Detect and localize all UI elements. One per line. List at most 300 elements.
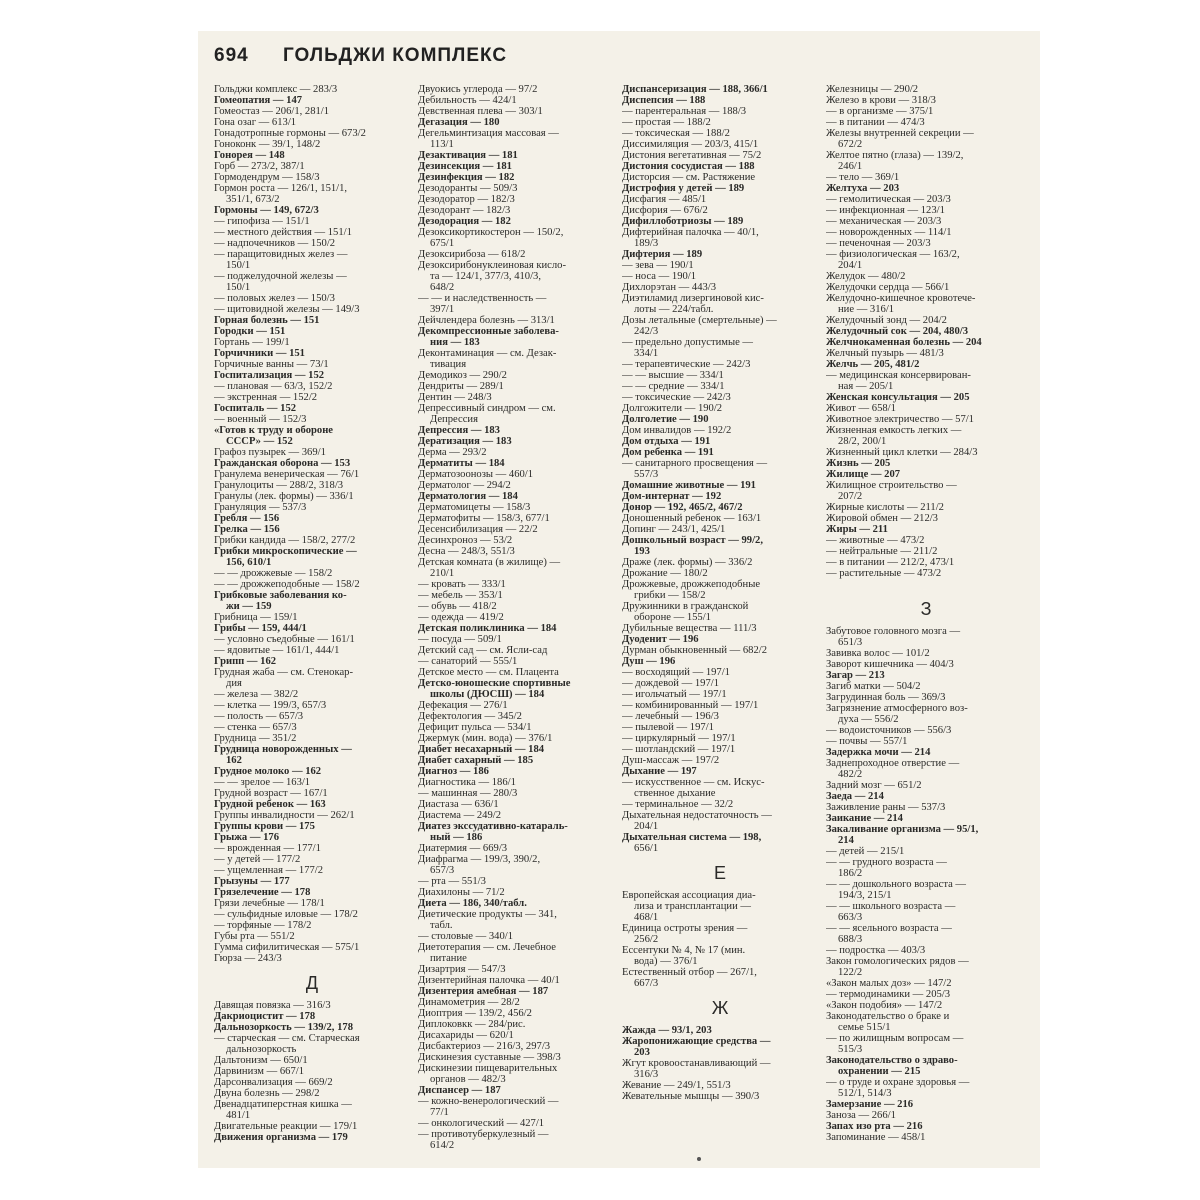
index-entry: Дезинфекция — 182 [418, 172, 515, 183]
index-entry: СССР» — 152 [226, 436, 293, 447]
index-entry: Забутовое головного мозга — [826, 626, 961, 637]
index-entry: Десенсибилизация — 22/2 [418, 524, 538, 535]
index-entry: Дурман обыкновенный — 682/2 [622, 645, 768, 656]
index-entry: Закон гомологических рядов — [826, 956, 969, 967]
index-entry: Девственная плева — 303/1 [418, 106, 543, 117]
index-entry: Диспепсия — 188 [622, 95, 706, 106]
index-entry: — зева — 190/1 [622, 260, 694, 271]
index-entry: 672/2 [838, 139, 863, 150]
page-title: ГОЛЬДЖИ КОМПЛЕКС [282, 45, 508, 66]
index-entry: Дом-интернат — 192 [622, 491, 722, 502]
index-entry: Желудочный сок — 204, 480/3 [826, 326, 969, 337]
index-entry: Дыхательная недостаточность — [622, 810, 772, 821]
index-entry: Драже (лек. формы) — 336/2 [622, 557, 753, 568]
index-entry: Жизненная емкость легких — [826, 425, 962, 436]
index-entry: 656/1 [634, 843, 659, 854]
index-entry: — тело — 369/1 [826, 172, 900, 183]
index-entry: Грибница — 159/1 [214, 612, 298, 623]
index-entry: Запоминание — 458/1 [826, 1132, 926, 1143]
index-entry: — детей — 215/1 [826, 846, 905, 857]
index-entry: Диахилоны — 71/2 [418, 887, 505, 898]
index-entry: Грудная жаба — см. Стенокар- [214, 667, 353, 678]
index-entry: 316/3 [634, 1069, 659, 1080]
index-entry: — циркулярный — 197/1 [622, 733, 736, 744]
index-entry: Дрожание — 180/2 [622, 568, 708, 579]
index-entry: 150/1 [226, 260, 251, 271]
index-entry: та — 124/1, 377/3, 410/3, [430, 271, 541, 282]
index-entry: Дерматофиты — 158/3, 677/1 [418, 513, 550, 524]
index-entry: — столовые — 340/1 [418, 931, 514, 942]
index-entry: Желтое пятно (глаза) — 139/2, [826, 150, 964, 161]
index-entry: Дисахариды — 620/1 [418, 1030, 514, 1041]
page-header [214, 45, 507, 67]
index-entry: — — и наследственность — [418, 293, 547, 304]
index-entry: Душ-массаж — 197/2 [622, 755, 720, 766]
index-entry: — гипофиза — 151/1 [214, 216, 310, 227]
index-entry: — нейтральные — 211/2 [826, 546, 938, 557]
index-entry: — щитовидной железы — 149/3 [214, 304, 360, 315]
index-entry: Гормоны — 149, 672/3 [214, 205, 319, 216]
index-entry: 482/2 [838, 769, 863, 780]
index-entry: Дыхание — 197 [622, 766, 697, 777]
index-entry: — механическая — 203/3 [826, 216, 942, 227]
index-entry: Грелка — 156 [214, 524, 280, 535]
index-entry: Дискинезия суставные — 398/3 [418, 1052, 561, 1063]
index-entry: Диета — 186, 340/табл. [418, 898, 527, 909]
index-entry: Грибки кандида — 158/2, 277/2 [214, 535, 356, 546]
index-entry: Дуоденит — 196 [622, 634, 699, 645]
index-entry: Дифтерийная палочка — 40/1, [622, 227, 759, 238]
index-entry: Заворот кишечника — 404/3 [826, 659, 954, 670]
index-entry: Гольджи комплекс — 283/3 [214, 84, 338, 95]
index-entry: 651/3 [838, 637, 863, 648]
index-entry: Дегельминтизация массовая — [418, 128, 559, 139]
index-entry: — гемолитическая — 203/3 [826, 194, 951, 205]
index-entry: Детский сад — см. Ясли-сад [418, 645, 548, 656]
index-entry: Дозы летальные (смертельные) — [622, 315, 777, 326]
index-entry: Дезактивация — 181 [418, 150, 518, 161]
index-entry: 162 [226, 755, 242, 766]
index-entry: — санаторий — 555/1 [418, 656, 518, 667]
index-entry: Желудочно-кишечное кровотече- [826, 293, 976, 304]
index-entry: — надпочечников — 150/2 [214, 238, 336, 249]
index-entry: — одежда — 419/2 [418, 612, 504, 623]
index-entry: 210/1 [430, 568, 455, 579]
index-entry: Дистрофия у детей — 189 [622, 183, 745, 194]
index-entry: Домашние животные — 191 [622, 480, 756, 491]
index-entry: Диссимиляция — 203/3, 415/1 [622, 139, 759, 150]
index-entry: Гонорея — 148 [214, 150, 285, 161]
index-entry: Жилище — 207 [826, 469, 901, 480]
index-entry: 193 [634, 546, 650, 557]
index-entry: Дезоксирибоза — 618/2 [418, 249, 526, 260]
index-entry: — инфекционная — 123/1 [826, 205, 945, 216]
index-entry: Давящая повязка — 316/3 [214, 1000, 331, 1011]
index-entry: Дезодорант — 182/3 [418, 205, 511, 216]
index-entry: — ущемленная — 177/2 [214, 865, 324, 876]
index-entry: — лечебный — 196/3 [622, 711, 719, 722]
index-entry: Дакриоцистит — 178 [214, 1011, 316, 1022]
index-entry: — — высшие — 334/1 [622, 370, 724, 381]
index-entry: Жгут кровоостанавливающий — [622, 1058, 771, 1069]
index-entry: — — дрожжеподобные — 158/2 [214, 579, 360, 590]
index-entry: Десна — 248/3, 551/3 [418, 546, 515, 557]
index-entry: 246/1 [838, 161, 863, 172]
section-letter: З [920, 599, 932, 619]
index-entry: Демодикоз — 290/2 [418, 370, 507, 381]
index-entry: — торфяные — 178/2 [214, 920, 312, 931]
index-entry: ный — 186 [430, 832, 483, 843]
index-entry: Дерматолог — 294/2 [418, 480, 511, 491]
index-entry: — комбинированный — 197/1 [622, 700, 759, 711]
index-entry: Естественный отбор — 267/1, [622, 967, 757, 978]
index-entry: Загиб матки — 504/2 [826, 681, 921, 692]
index-entry: 214 [838, 835, 854, 846]
index-entry: — о труде и охране здоровья — [826, 1077, 970, 1088]
index-entry: — водоисточников — 556/3 [826, 725, 952, 736]
index-entry: грибки — 158/2 [634, 590, 706, 601]
index-entry: Гребля — 156 [214, 513, 280, 524]
index-entry: Задний мозг — 651/2 [826, 780, 922, 791]
index-entry: Горчичные ванны — 73/1 [214, 359, 329, 370]
index-entry: 113/1 [430, 139, 454, 150]
index-entry: 515/3 [838, 1044, 863, 1055]
index-entry: Грудной возраст — 167/1 [214, 788, 328, 799]
index-entry: Грудной ребенок — 163 [214, 799, 326, 810]
index-entry: Диспансеризация — 188, 366/1 [622, 84, 768, 95]
index-entry: Жевательные мышцы — 390/3 [622, 1091, 760, 1102]
index-entry: Железы внутренней секреции — [826, 128, 974, 139]
index-entry: Жизнь — 205 [826, 458, 891, 469]
index-entry: Дифтерия — 189 [622, 249, 703, 260]
index-entry: — в питании — 474/3 [826, 117, 925, 128]
index-entry: Доношенный ребенок — 163/1 [622, 513, 762, 524]
index-entry: — почвы — 557/1 [826, 736, 908, 747]
index-entry: Жажда — 93/1, 203 [622, 1025, 712, 1036]
index-entry: Желудок — 480/2 [826, 271, 906, 282]
index-entry: Диабет сахарный — 185 [418, 755, 534, 766]
index-entry: — плановая — 63/3, 152/2 [214, 381, 333, 392]
index-entry: Железницы — 290/2 [826, 84, 919, 95]
index-entry: Госпиталь — 152 [214, 403, 297, 414]
index-entry: 648/2 [430, 282, 455, 293]
index-entry: Детско-юношеские спортивные [418, 678, 571, 689]
index-entry: Гражданская оборона — 153 [214, 458, 351, 469]
index-entry: — машинная — 280/3 [418, 788, 518, 799]
index-entry: духа — 556/2 [838, 714, 899, 725]
page-footer-dot [697, 1157, 701, 1161]
index-entry: Дружинники в гражданской [622, 601, 749, 612]
index-entry: 28/2, 200/1 [838, 436, 887, 447]
index-entry: 204/1 [634, 821, 659, 832]
index-entry: Законодательство о здраво- [826, 1055, 958, 1066]
index-entry: 186/2 [838, 868, 863, 879]
index-entry: Дистония вегетативная — 75/2 [622, 150, 762, 161]
index-entry: школы (ДЮСШ) — 184 [430, 689, 545, 700]
index-entry: — — дрожжевые — 158/2 [214, 568, 333, 579]
index-entry: 194/3, 215/1 [838, 890, 892, 901]
index-entry: — по жилищным вопросам — [826, 1033, 964, 1044]
index-entry: Движения организма — 179 [214, 1132, 348, 1143]
index-entry: вода) — 376/1 [634, 956, 698, 967]
index-entry: Желчный пузырь — 481/3 [826, 348, 944, 359]
index-entry: — простая — 188/2 [622, 117, 711, 128]
index-entry: 334/1 [634, 348, 659, 359]
index-entry: дия [226, 678, 242, 689]
index-entry: Джермук (мин. вода) — 376/1 [418, 733, 553, 744]
index-entry: Двигательные реакции — 179/1 [214, 1121, 358, 1132]
index-entry: — паращитовидных желез — [214, 249, 348, 260]
index-entry: Дисбактериоз — 216/3, 297/3 [418, 1041, 551, 1052]
index-entry: Дезодоранты — 509/3 [418, 183, 518, 194]
index-entry: Дерматомицеты — 158/3 [418, 502, 531, 513]
index-entry: — железа — 382/2 [214, 689, 299, 700]
index-entry: — военный — 152/3 [214, 414, 307, 425]
index-entry: 481/1 [226, 1110, 251, 1121]
index-entry: жи — 159 [226, 601, 272, 612]
index-entry: Диетические продукты — 341, [418, 909, 557, 920]
index-entry: Двенадцатиперстная кишка — [214, 1099, 352, 1110]
index-entry: Деконтаминация — см. Дезак- [418, 348, 557, 359]
index-entry: Депрессия [430, 414, 478, 425]
index-entry: Дерма — 293/2 [418, 447, 487, 458]
index-entry: Детская комната (в жилище) — [418, 557, 561, 568]
index-entry: 203 [634, 1047, 650, 1058]
index-entry: Гомеостаз — 206/1, 281/1 [214, 106, 330, 117]
index-entry: Дерматология — 184 [418, 491, 518, 502]
index-entry: Желчнокаменная болезнь — 204 [826, 337, 982, 348]
index-entry: Грибки микроскопические — [214, 546, 357, 557]
index-entry: Гюрза — 243/3 [214, 953, 282, 964]
index-column-3 [622, 84, 818, 1102]
dictionary-page [198, 31, 1040, 1168]
index-entry: — печеночная — 203/3 [826, 238, 931, 249]
index-entry: Дентин — 248/3 [418, 392, 492, 403]
index-entry: ственное дыхание [634, 788, 716, 799]
index-entry: «Закон малых доз» — 147/2 [826, 978, 952, 989]
index-entry: Дисторсия — см. Растяжение [622, 172, 756, 183]
index-entry: Двуна болезнь — 298/2 [214, 1088, 320, 1099]
index-entry: Загар — 213 [826, 670, 885, 681]
index-entry: Дезодорация — 182 [418, 216, 511, 227]
index-entry: 397/1 [430, 304, 455, 315]
index-entry: Желтуха — 203 [826, 183, 900, 194]
index-entry: Желудочки сердца — 566/1 [826, 282, 950, 293]
index-entry: Диетотерапия — см. Лечебное [418, 942, 557, 953]
index-entry: Жировой обмен — 212/3 [826, 513, 938, 524]
index-entry: Единица остроты зрения — [622, 923, 748, 934]
index-entry: — санитарного просвещения — [622, 458, 768, 469]
index-entry: Дератизация — 183 [418, 436, 512, 447]
index-entry: Графоз пузырек — 369/1 [214, 447, 326, 458]
index-entry: Динамометрия — 28/2 [418, 997, 520, 1008]
index-entry: Гонадотропные гормоны — 673/2 [214, 128, 366, 139]
index-entry: — дождевой — 197/1 [622, 678, 719, 689]
index-entry: Дошкольный возраст — 99/2, [622, 535, 763, 546]
index-entry: Жилищное строительство — [826, 480, 957, 491]
index-entry: Гумма сифилитическая — 575/1 [214, 942, 360, 953]
index-entry: Живот — 658/1 [826, 403, 896, 414]
index-entry: — восходящий — 197/1 [622, 667, 730, 678]
index-entry: Дарсонвализация — 669/2 [214, 1077, 333, 1088]
index-entry: — парентеральная — 188/3 [622, 106, 747, 117]
index-entry: Горб — 273/2, 387/1 [214, 161, 305, 172]
index-entry: Дезоксикортикостерон — 150/2, [418, 227, 564, 238]
index-entry: Дальнозоркость — 139/2, 178 [214, 1022, 353, 1033]
index-entry: — обувь — 418/2 [418, 601, 497, 612]
index-entry: Гортань — 199/1 [214, 337, 290, 348]
index-entry: Заднепроходное отверстие — [826, 758, 960, 769]
index-entry: — кровать — 333/1 [418, 579, 506, 590]
index-entry: Дефекация — 276/1 [418, 700, 508, 711]
index-entry: Дезодоратор — 182/3 [418, 194, 515, 205]
index-entry: Декомпрессионные заболева- [418, 326, 559, 337]
index-entry: — экстренная — 152/2 [214, 392, 318, 403]
index-entry: 204/1 [838, 260, 863, 271]
index-entry: Жизненный цикл клетки — 284/3 [826, 447, 978, 458]
index-entry: — пылевой — 197/1 [622, 722, 714, 733]
index-entry: Грязелечение — 178 [214, 887, 311, 898]
index-entry: Диабет несахарный — 184 [418, 744, 545, 755]
index-entry: — сульфидные иловые — 178/2 [214, 909, 358, 920]
index-entry: Городки — 151 [214, 326, 286, 337]
index-entry: — местного действия — 151/1 [214, 227, 352, 238]
index-entry: Гранулема венерическая — 76/1 [214, 469, 360, 480]
index-entry: — полость — 657/3 [214, 711, 304, 722]
index-entry: Горная болезнь — 151 [214, 315, 320, 326]
index-entry: 242/3 [634, 326, 659, 337]
index-entry: Грибковые заболевания ко- [214, 590, 347, 601]
index-entry: — новорожденных — 114/1 [826, 227, 952, 238]
index-entry: — клетка — 199/3, 657/3 [214, 700, 327, 711]
index-entry: Гранулы (лек. формы) — 336/1 [214, 491, 354, 502]
index-entry: 150/1 [226, 282, 251, 293]
index-entry: — предельно допустимые — [622, 337, 754, 348]
index-entry: Душ — 196 [622, 656, 676, 667]
index-entry: Дейчлендера болезнь — 313/1 [418, 315, 555, 326]
index-entry: Дом отдыха — 191 [622, 436, 711, 447]
index-entry: — ядовитые — 161/1, 444/1 [214, 645, 340, 656]
index-entry: — игольчатый — 197/1 [622, 689, 727, 700]
index-entry: Дизартрия — 547/3 [418, 964, 506, 975]
index-entry: Дезоксирибонуклеиновая кисло- [418, 260, 566, 271]
index-entry: — терминальное — 32/2 [622, 799, 734, 810]
index-entry: 77/1 [430, 1107, 449, 1118]
index-entry: Грызуны — 177 [214, 876, 290, 887]
index-entry: Гранулоциты — 288/2, 318/3 [214, 480, 344, 491]
index-entry: Дрожжевые, дрожжеподобные [622, 579, 761, 590]
index-entry: — искусственное — см. Искус- [622, 777, 765, 788]
index-entry: 667/3 [634, 978, 659, 989]
index-entry: Группы крови — 175 [214, 821, 315, 832]
index-entry: Губы рта — 551/2 [214, 931, 295, 942]
index-entry: — противотуберкулезный — [418, 1129, 549, 1140]
index-entry: 122/2 [838, 967, 863, 978]
index-entry: — у детей — 177/2 [214, 854, 301, 865]
index-entry: — терапевтические — 242/3 [622, 359, 751, 370]
index-entry: Жирные кислоты — 211/2 [826, 502, 944, 513]
index-entry: обороне — 155/1 [634, 612, 711, 623]
index-entry: Диспансер — 187 [418, 1085, 501, 1096]
index-entry: — онкологический — 427/1 [418, 1118, 545, 1129]
index-entry: Дизентерийная палочка — 40/1 [418, 975, 560, 986]
index-entry: Госпитализация — 152 [214, 370, 325, 381]
index-entry: Женская консультация — 205 [826, 392, 970, 403]
index-entry: лиза и трансплантации — [634, 901, 751, 912]
index-entry: — физиологическая — 163/2, [826, 249, 960, 260]
index-entry: Дом инвалидов — 192/2 [622, 425, 732, 436]
index-entry: — токсическая — 188/2 [622, 128, 730, 139]
index-entry: 557/3 [634, 469, 659, 480]
index-entry: Десинхроноз — 53/2 [418, 535, 513, 546]
index-entry: Горчичники — 151 [214, 348, 305, 359]
index-entry: — — зрелое — 163/1 [214, 777, 311, 788]
index-entry: 468/1 [634, 912, 659, 923]
index-entry: органов — 482/3 [430, 1074, 506, 1085]
index-entry: Дефектология — 345/2 [418, 711, 522, 722]
index-entry: Жевание — 249/1, 551/3 [622, 1080, 731, 1091]
index-entry: — кожно-венерологический — [418, 1096, 559, 1107]
index-entry: — в питании — 212/2, 473/1 [826, 557, 955, 568]
index-entry: 512/1, 514/3 [838, 1088, 892, 1099]
index-entry: Гормон роста — 126/1, 151/1, [214, 183, 348, 194]
index-entry: — — средние — 334/1 [622, 381, 725, 392]
index-entry: — — ясельного возраста — [826, 923, 952, 934]
index-entry: Диэтиламид лизергиновой кис- [622, 293, 764, 304]
index-entry: — старческая — см. Старческая [214, 1033, 360, 1044]
index-entry: Долгожители — 190/2 [622, 403, 723, 414]
index-entry: Депрессия — 183 [418, 425, 500, 436]
index-column-4 [826, 84, 1026, 1143]
index-column-1 [214, 84, 410, 1143]
index-entry: 614/2 [430, 1140, 455, 1151]
index-entry: Дизентерия амебная — 187 [418, 986, 549, 997]
index-entry: — в организме — 375/1 [826, 106, 934, 117]
index-entry: Грипп — 162 [214, 656, 277, 667]
index-entry: Заноза — 266/1 [826, 1110, 896, 1121]
index-entry: питание [430, 953, 467, 964]
index-entry: Гона озаг — 613/1 [214, 117, 297, 128]
index-entry: Детское место — см. Плацента [418, 667, 559, 678]
index-entry: дальнозоркость [226, 1044, 297, 1055]
index-entry: — стенка — 657/3 [214, 722, 297, 733]
index-entry: 189/3 [634, 238, 659, 249]
index-entry: — шотландский — 197/1 [622, 744, 736, 755]
index-entry: Желудочный зонд — 204/2 [826, 315, 947, 326]
index-entry: ние — 316/1 [838, 304, 895, 315]
index-entry: Депрессивный синдром — см. [418, 403, 556, 414]
index-entry: Дефицит пульса — 534/1 [418, 722, 532, 733]
index-entry: Желчь — 205, 481/2 [826, 359, 920, 370]
index-entry: Дихлорэтан — 443/3 [622, 282, 717, 293]
index-entry: Законодательство о браке и [826, 1011, 950, 1022]
index-entry: Группы инвалидности — 262/1 [214, 810, 355, 821]
index-entry: — подростка — 403/3 [826, 945, 926, 956]
index-entry: Завивка волос — 101/2 [826, 648, 930, 659]
index-entry: Диастема — 249/2 [418, 810, 501, 821]
index-entry: — — школьного возраста — [826, 901, 956, 912]
index-entry: тивация [430, 359, 467, 370]
index-entry: Европейская ассоциация диа- [622, 890, 756, 901]
index-entry: Диагноз — 186 [418, 766, 489, 777]
index-entry: Диафрагма — 199/3, 390/2, [418, 854, 541, 865]
index-entry: — растительные — 473/2 [826, 568, 942, 579]
index-entry: 675/1 [430, 238, 455, 249]
index-entry: лоты — 224/табл. [634, 304, 714, 315]
index-entry: — условно съедобные — 161/1 [214, 634, 355, 645]
index-entry: Грязи лечебные — 178/1 [214, 898, 325, 909]
index-entry: Дарвинизм — 667/1 [214, 1066, 304, 1077]
